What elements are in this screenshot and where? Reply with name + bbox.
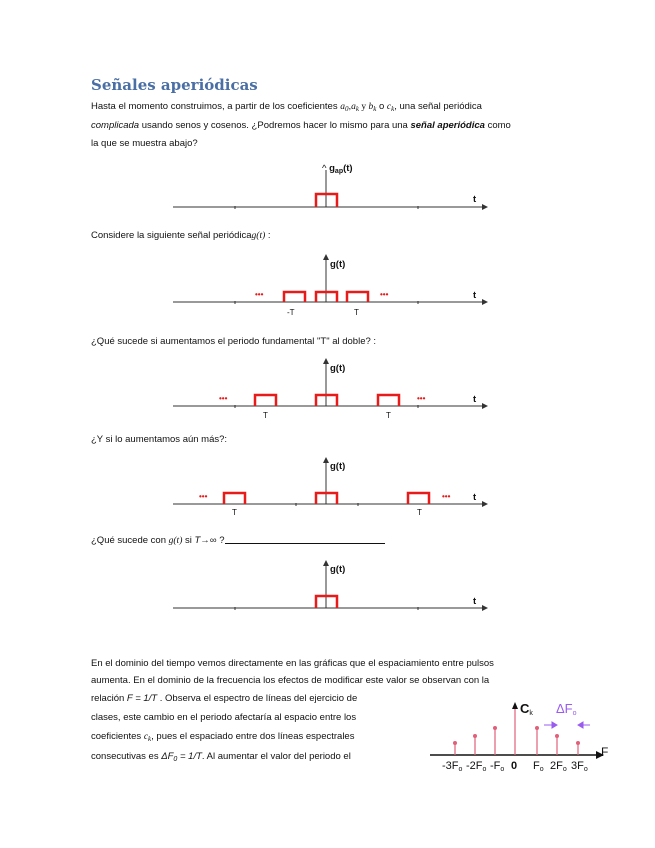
fig3-tick-right: T [386,411,391,420]
spectral-lines [453,726,580,755]
fig1-axis-label: t [473,194,477,205]
question-double: ¿Qué sucede si aumentamos el periodo fundamental "T" al doble? : [91,336,377,347]
para2-line3: relación F = 1/T . Observa el espectro de líneas del ejercicio de [91,693,358,704]
para2-line6: consecutivas es $\Delta F_0 = 1/T$. Al aumentar el valor del periodo el [91,751,351,763]
fig2-dots-right: ••• [380,290,389,299]
fig2-axis-label: t [473,290,477,301]
fig4-tick-left: T [232,508,237,517]
tick-pos3: $3F_o$ [571,760,588,773]
tick-neg3: $-3F_o$ [442,760,463,773]
delta-marker [544,722,590,728]
fig2-dots-left: ••• [255,290,264,299]
fig4-dots-right: ••• [442,492,451,501]
tick-pos1: $F_o$ [533,760,544,773]
tick-neg2: $-2F_o$ [466,760,487,773]
fig4-label: g(t) [330,461,346,472]
f-axis-label: F [601,745,609,759]
para2-line5: coeficientes $c_k$, pues el espaciado entre dos líneas espectrales [91,731,355,743]
fig5-label: g(t) [330,564,346,575]
fig3-axis-label: t [473,394,477,405]
para2-line2: aumenta. En el dominio de la frecuencia los efectos de modificar este valor se observan con la [91,675,490,686]
para1-line1: Hasta el momento construimos, a partir de los coeficientes $a_0,a_k$ y $b_k$ o $c_k$, una señal periódica [91,101,482,113]
fig4-dots-left: ••• [199,492,208,501]
fig4-tick-right: T [417,508,422,517]
ck-label: $C_k$ [520,701,533,717]
fig3-dots-left: ••• [219,394,228,403]
consider-line: Considere la siguiente señal periódicag(t) : [91,230,271,241]
fig2-tick-right: T [354,308,359,317]
fig2-label: g(t) [330,259,346,270]
fig1-label: ^ $g_{ap}(t)$ [322,163,353,175]
fig3-dots-right: ••• [417,394,426,403]
question-limit: ¿Qué sucede con g(t) si T→∞ ? [91,533,385,548]
para2-line1: En el dominio del tiempo vemos directamente en las gráficas que el espaciamiento entre pulsos [91,658,494,669]
fig3-label: g(t) [330,363,346,374]
fig3-tick-left: T [263,411,268,420]
delta-f-label: $\Delta F_o$ [556,701,577,717]
tick-neg1: $-F_o$ [490,760,505,773]
fig5-axis-label: t [473,596,477,607]
fig4-axis-label: t [473,492,477,503]
para1-line2: complicada usando senos y cosenos. ¿Podremos hacer lo mismo para una señal aperiódica como [91,120,511,131]
tick-pos2: $2F_o$ [550,760,567,773]
fig2-tick-left: -T [287,308,295,317]
para2-line4: clases, este cambio en el periodo afectaría al espacio entre los [91,712,357,723]
para1-line3: la que se muestra abajo? [91,138,198,149]
page-title: Señales aperiódicas [91,76,258,94]
question-more: ¿Y si lo aumentamos aún más?: [91,434,228,445]
axis-arrow-icon [512,702,518,709]
tick-zero: 0 [511,760,518,772]
